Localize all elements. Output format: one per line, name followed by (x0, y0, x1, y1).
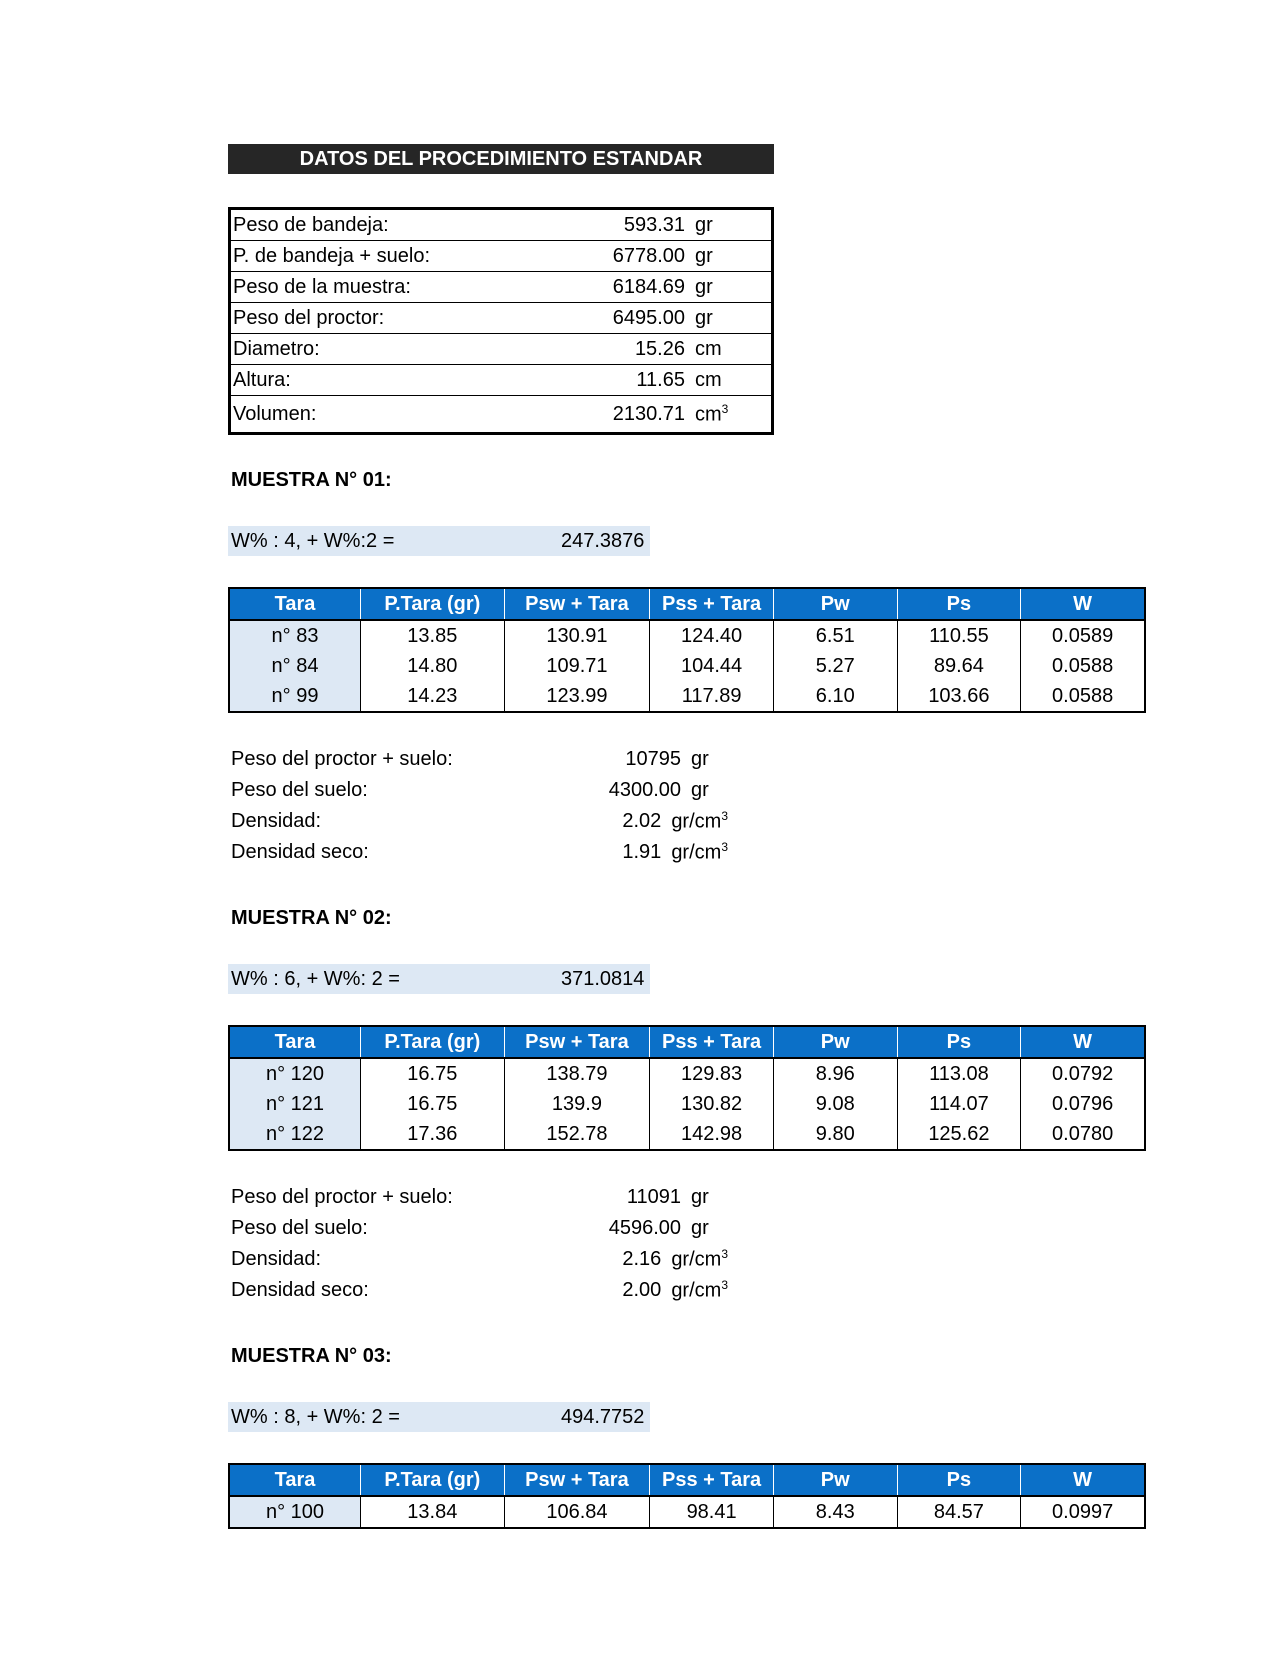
table-cell: n° 121 (229, 1089, 361, 1119)
general-row (230, 241, 773, 272)
general-row (230, 365, 773, 396)
moisture-label: W% : 4, + W%:2 = (231, 529, 395, 552)
column-header: Tara (229, 588, 361, 620)
general-value: 6495.00 (533, 303, 685, 334)
table-cell: 103.66 (897, 681, 1021, 712)
summary-label: Densidad: (231, 810, 322, 832)
moisture-row (228, 964, 650, 994)
table-cell: n° 100 (229, 1496, 361, 1528)
general-value: 11.65 (533, 365, 685, 396)
table-cell: 125.62 (897, 1119, 1021, 1150)
summary-value: 4596.00 (608, 1217, 681, 1239)
unit-cell: cm (685, 365, 773, 396)
sample-summary (228, 1182, 728, 1306)
table-cell: 17.36 (361, 1119, 505, 1150)
table-cell: 117.89 (650, 681, 774, 712)
general-row (230, 396, 773, 434)
general-value: 593.31 (533, 209, 685, 241)
table-row (229, 1089, 1145, 1119)
table-cell: 8.43 (773, 1496, 897, 1528)
table-cell: n° 84 (229, 651, 361, 681)
summary-row (228, 1213, 728, 1244)
table-row (229, 620, 1145, 651)
summary-value: 11091 (626, 1186, 681, 1208)
unit-cell: gr (691, 1217, 709, 1239)
table-cell: 89.64 (897, 651, 1021, 681)
table-cell: 123.99 (504, 681, 650, 712)
summary-value: 1.91 (622, 841, 662, 863)
tare-table (228, 1463, 1146, 1529)
table-cell: 14.23 (361, 681, 505, 712)
moisture-label: W% : 6, + W%: 2 = (231, 967, 400, 990)
general-data-table (228, 207, 774, 435)
column-header: Ps (897, 1026, 1021, 1058)
general-label: Peso del proctor: (230, 303, 534, 334)
general-value: 15.26 (533, 334, 685, 365)
unit-cell: gr (691, 748, 709, 770)
summary-label: Densidad seco: (231, 841, 369, 863)
sample-section-03 (228, 1341, 1148, 1529)
table-cell: 139.9 (504, 1089, 650, 1119)
unit-cell: $gr/cm^3$ (671, 840, 728, 864)
table-cell: 16.75 (361, 1089, 505, 1119)
general-label: Diametro: (230, 334, 534, 365)
table-cell: 0.0589 (1021, 620, 1145, 651)
table-cell: 13.84 (361, 1496, 505, 1528)
header-row (229, 588, 1145, 620)
unit-cell: $gr/cm^3$ (671, 1247, 728, 1271)
column-header: Tara (229, 1464, 361, 1496)
table-cell: 9.80 (773, 1119, 897, 1150)
column-header: Pss + Tara (650, 1464, 774, 1496)
summary-label: Densidad seco: (231, 1279, 369, 1301)
table-cell: 106.84 (504, 1496, 650, 1528)
sample-section-02 (228, 903, 1148, 1306)
table-cell: 0.0792 (1021, 1058, 1145, 1089)
moisture-label: W% : 8, + W%: 2 = (231, 1405, 400, 1428)
column-header: W (1021, 1464, 1145, 1496)
table-cell: 14.80 (361, 651, 505, 681)
general-row (230, 303, 773, 334)
tare-table-header (229, 588, 1145, 620)
column-header: Ps (897, 1464, 1021, 1496)
unit-cell: $cm^3$ (695, 401, 729, 426)
summary-row (228, 744, 728, 775)
summary-row (228, 806, 728, 837)
table-cell: 152.78 (504, 1119, 650, 1150)
summary-value: 2.02 (622, 810, 662, 832)
table-cell: 130.82 (650, 1089, 774, 1119)
table-row (229, 681, 1145, 712)
summary-row (228, 1275, 728, 1306)
table-row (229, 1119, 1145, 1150)
table-row (229, 651, 1145, 681)
column-header: Tara (229, 1026, 361, 1058)
unit-superscript: 3 (721, 401, 729, 416)
table-cell: 109.71 (504, 651, 650, 681)
summary-value: 2.16 (622, 1248, 662, 1270)
general-label: Peso de bandeja: (230, 209, 534, 241)
table-cell: 16.75 (361, 1058, 505, 1089)
table-cell: 104.44 (650, 651, 774, 681)
general-row (230, 209, 773, 241)
unit-superscript: 3 (721, 1278, 728, 1293)
summary-label: Peso del proctor + suelo: (231, 1186, 453, 1208)
column-header: P.Tara (gr) (361, 1464, 505, 1496)
table-cell: 6.10 (773, 681, 897, 712)
summary-label: Peso del suelo: (231, 779, 368, 801)
table-cell: 129.83 (650, 1058, 774, 1089)
table-cell: 0.0997 (1021, 1496, 1145, 1528)
sample-section-01 (228, 465, 1148, 868)
moisture-row (228, 1402, 650, 1432)
summary-row (228, 1182, 728, 1213)
column-header: P.Tara (gr) (361, 588, 505, 620)
tare-table-header (229, 1026, 1145, 1058)
unit-cell: cm (685, 334, 773, 365)
table-cell: 84.57 (897, 1496, 1021, 1528)
unit-cell: gr (685, 272, 773, 303)
table-cell: 124.40 (650, 620, 774, 651)
unit-cell: gr (685, 209, 773, 241)
general-label: Peso de la muestra: (230, 272, 534, 303)
page-title: DATOS DEL PROCEDIMIENTO ESTANDAR (228, 144, 774, 174)
general-value: 6184.69 (533, 272, 685, 303)
table-cell: 0.0780 (1021, 1119, 1145, 1150)
column-header: Pw (773, 1026, 897, 1058)
summary-label: Densidad: (231, 1248, 322, 1270)
column-header: Psw + Tara (504, 588, 650, 620)
summary-row (228, 837, 728, 868)
unit-superscript: 3 (721, 809, 728, 824)
table-cell: 0.0796 (1021, 1089, 1145, 1119)
table-cell: 98.41 (650, 1496, 774, 1528)
summary-row (228, 775, 728, 806)
table-cell: 130.91 (504, 620, 650, 651)
general-row (230, 272, 773, 303)
column-header: Psw + Tara (504, 1026, 650, 1058)
sample-heading: MUESTRA N° 02: (231, 907, 392, 929)
unit-cell: gr (691, 1186, 709, 1208)
sample-summary (228, 744, 728, 868)
column-header: W (1021, 588, 1145, 620)
table-cell: 8.96 (773, 1058, 897, 1089)
column-header: W (1021, 1026, 1145, 1058)
moisture-value: 247.3876 (561, 529, 645, 552)
moisture-value: 494.7752 (561, 1405, 645, 1428)
general-row (230, 334, 773, 365)
unit-cell: gr (685, 303, 773, 334)
table-cell: 6.51 (773, 620, 897, 651)
summary-value: 10795 (625, 748, 681, 770)
tare-table-body (229, 1496, 1145, 1528)
unit-superscript: 3 (721, 840, 728, 855)
general-value: 2130.71 (612, 402, 685, 425)
table-cell: 110.55 (897, 620, 1021, 651)
header-row (229, 1026, 1145, 1058)
unit-cell: gr (691, 779, 709, 801)
tare-table (228, 587, 1146, 713)
moisture-value: 371.0814 (561, 967, 645, 990)
general-value: 6778.00 (533, 241, 685, 272)
sample-heading: MUESTRA N° 01: (231, 469, 392, 491)
summary-value: 2.00 (622, 1279, 662, 1301)
table-cell: 0.0588 (1021, 681, 1145, 712)
table-cell: 9.08 (773, 1089, 897, 1119)
column-header: Pss + Tara (650, 1026, 774, 1058)
table-row (229, 1058, 1145, 1089)
general-label: Altura: (230, 365, 534, 396)
column-header: Pw (773, 588, 897, 620)
summary-label: Peso del proctor + suelo: (231, 748, 453, 770)
tare-table-header (229, 1464, 1145, 1496)
sample-heading: MUESTRA N° 03: (231, 1345, 392, 1367)
table-cell: 5.27 (773, 651, 897, 681)
column-header: P.Tara (gr) (361, 1026, 505, 1058)
general-label: Volumen: (233, 402, 317, 425)
table-cell: 114.07 (897, 1089, 1021, 1119)
unit-cell: $gr/cm^3$ (671, 809, 728, 833)
table-cell: n° 122 (229, 1119, 361, 1150)
table-cell: n° 99 (229, 681, 361, 712)
tare-table (228, 1025, 1146, 1151)
column-header: Pss + Tara (650, 588, 774, 620)
table-cell: 0.0588 (1021, 651, 1145, 681)
summary-value: 4300.00 (608, 779, 681, 801)
table-cell: 13.85 (361, 620, 505, 651)
unit-superscript: 3 (721, 1247, 728, 1262)
table-row (229, 1496, 1145, 1528)
header-row (229, 1464, 1145, 1496)
unit-cell: $gr/cm^3$ (671, 1278, 728, 1302)
general-label: P. de bandeja + suelo: (230, 241, 534, 272)
table-cell: 113.08 (897, 1058, 1021, 1089)
unit-cell: gr (685, 241, 773, 272)
table-cell: n° 120 (229, 1058, 361, 1089)
tare-table-body (229, 620, 1145, 712)
summary-label: Peso del suelo: (231, 1217, 368, 1239)
column-header: Ps (897, 588, 1021, 620)
summary-row (228, 1244, 728, 1275)
table-cell: 138.79 (504, 1058, 650, 1089)
column-header: Pw (773, 1464, 897, 1496)
moisture-row (228, 526, 650, 556)
table-cell: n° 83 (229, 620, 361, 651)
tare-table-body (229, 1058, 1145, 1150)
column-header: Psw + Tara (504, 1464, 650, 1496)
table-cell: 142.98 (650, 1119, 774, 1150)
